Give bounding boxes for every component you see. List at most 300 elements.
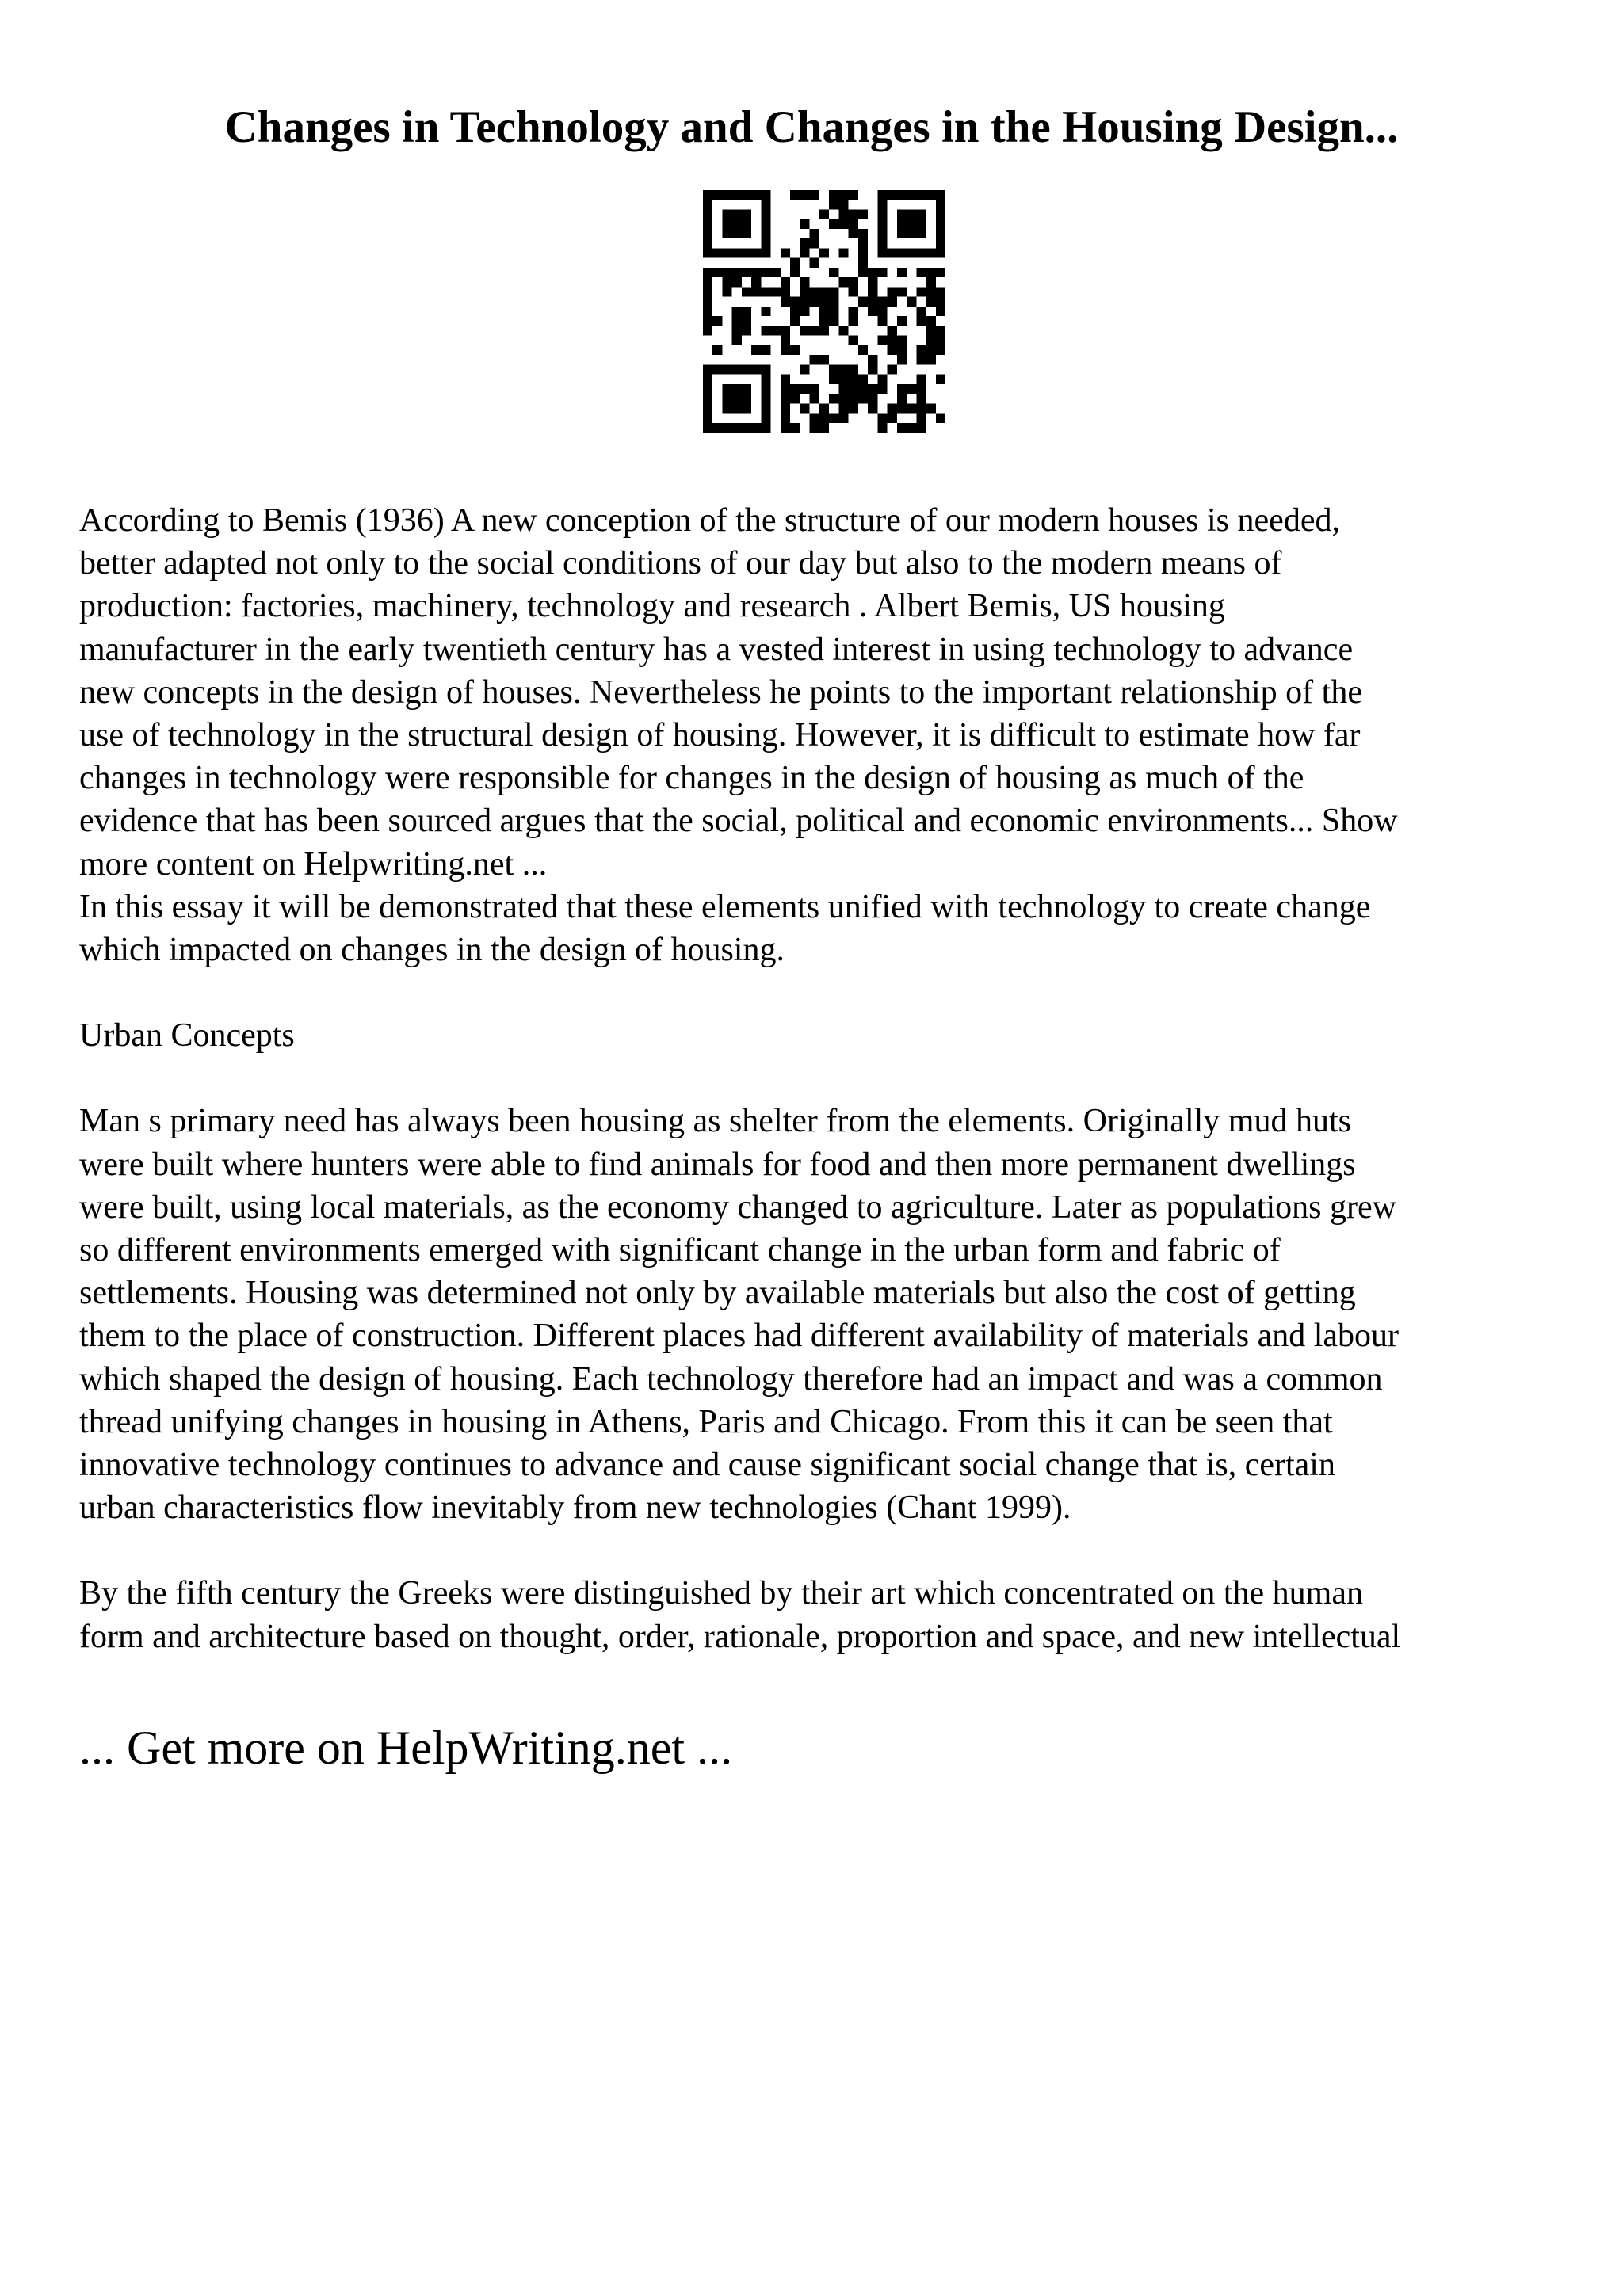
qr-module [907, 384, 916, 394]
qr-module [703, 414, 712, 423]
qr-module [819, 326, 829, 335]
qr-module [781, 248, 790, 257]
document-title: Changes in Technology and Changes in the Housing Design... [224, 102, 1399, 152]
qr-module [722, 248, 731, 257]
qr-module [897, 190, 907, 200]
qr-module [858, 375, 868, 384]
qr-module [751, 287, 761, 296]
qr-module [703, 307, 712, 316]
qr-module [742, 316, 751, 326]
qr-module [897, 384, 907, 394]
qr-module [936, 248, 945, 257]
qr-module [790, 345, 800, 355]
qr-module [722, 403, 731, 413]
qr-module [703, 316, 712, 326]
qr-module [936, 326, 945, 335]
qr-module [722, 190, 731, 200]
qr-module [761, 375, 770, 384]
qr-module [888, 364, 897, 374]
qr-module [916, 345, 926, 355]
qr-module [849, 190, 858, 200]
qr-module [897, 394, 907, 403]
qr-module [742, 209, 751, 219]
qr-module [868, 364, 877, 374]
qr-module [722, 277, 731, 287]
qr-module [800, 364, 809, 374]
qr-module [877, 375, 887, 384]
qr-module [742, 219, 751, 229]
qr-module [790, 297, 800, 307]
qr-module [761, 326, 770, 335]
qr-module [703, 326, 712, 335]
qr-module [829, 414, 838, 423]
qr-module [790, 190, 800, 200]
qr-module [926, 277, 936, 287]
qr-module [810, 258, 819, 268]
qr-module [907, 229, 916, 238]
qr-module [751, 268, 761, 277]
qr-module [712, 190, 722, 200]
qr-module [703, 268, 712, 277]
qr-module [732, 364, 742, 374]
qr-module [781, 375, 790, 384]
qr-module [810, 297, 819, 307]
qr-code-graphic [703, 190, 945, 433]
qr-module [916, 268, 926, 277]
qr-module [858, 345, 868, 355]
qr-module [810, 423, 819, 433]
qr-module [936, 229, 945, 238]
qr-module [742, 190, 751, 200]
qr-module [810, 394, 819, 403]
qr-module [868, 403, 877, 413]
qr-module [790, 268, 800, 277]
qr-module [877, 200, 887, 209]
qr-module [936, 190, 945, 200]
qr-module [781, 287, 790, 296]
qr-module [858, 248, 868, 257]
qr-module [703, 238, 712, 248]
qr-module [877, 384, 887, 394]
qr-module [790, 384, 800, 394]
qr-module [732, 268, 742, 277]
qr-module [907, 190, 916, 200]
qr-module [810, 414, 819, 423]
qr-module [703, 394, 712, 403]
qr-module [781, 326, 790, 335]
qr-module [849, 209, 858, 219]
qr-module [800, 307, 809, 316]
qr-module [916, 394, 926, 403]
qr-module [703, 423, 712, 433]
qr-module [888, 326, 897, 335]
qr-module [849, 375, 858, 384]
qr-module [916, 384, 926, 394]
qr-module [936, 375, 945, 384]
qr-module [868, 277, 877, 287]
qr-module [868, 307, 877, 316]
qr-module [916, 316, 926, 326]
qr-module [877, 307, 887, 316]
qr-module [751, 190, 761, 200]
qr-module [761, 190, 770, 200]
qr-module [829, 200, 838, 209]
qr-module [877, 229, 887, 238]
qr-module [907, 248, 916, 257]
qr-module [829, 307, 838, 316]
qr-module [877, 209, 887, 219]
qr-module [732, 209, 742, 219]
get-more-link[interactable]: ... Get more on HelpWriting.net ... [79, 1722, 733, 1774]
qr-module [800, 277, 809, 287]
qr-module [926, 316, 936, 326]
qr-module [877, 414, 887, 423]
qr-module [703, 277, 712, 287]
qr-module [742, 384, 751, 394]
qr-module [781, 336, 790, 345]
qr-module [810, 326, 819, 335]
qr-module [868, 297, 877, 307]
qr-module [761, 307, 770, 316]
qr-module [819, 307, 829, 316]
qr-module [877, 423, 887, 433]
qr-module [742, 364, 751, 374]
qr-module [742, 403, 751, 413]
qr-module [751, 423, 761, 433]
article-body [79, 499, 1585, 1658]
qr-module [907, 219, 916, 229]
qr-module [732, 316, 742, 326]
section-heading-urban-concepts: Urban Concepts [79, 1017, 295, 1055]
qr-module [936, 345, 945, 355]
qr-module [858, 258, 868, 268]
qr-module [722, 364, 731, 374]
qr-module [781, 277, 790, 287]
qr-module [732, 219, 742, 229]
qr-module [781, 297, 790, 307]
qr-module [877, 316, 887, 326]
qr-module [829, 375, 838, 384]
qr-module [849, 336, 858, 345]
qr-module [790, 394, 800, 403]
qr-module [800, 190, 809, 200]
qr-module [732, 190, 742, 200]
qr-module [810, 287, 819, 296]
qr-module [849, 219, 858, 229]
qr-module [703, 384, 712, 394]
qr-code-icon[interactable] [703, 190, 945, 433]
qr-module [703, 209, 712, 219]
qr-module [877, 268, 887, 277]
qr-module [868, 384, 877, 394]
qr-module [849, 403, 858, 413]
qr-module [712, 268, 722, 277]
qr-module [858, 297, 868, 307]
qr-module [849, 229, 858, 238]
qr-module [877, 190, 887, 200]
qr-module [838, 414, 848, 423]
qr-module [936, 219, 945, 229]
qr-module [897, 209, 907, 219]
qr-module [916, 307, 926, 316]
qr-module [722, 423, 731, 433]
qr-module [926, 336, 936, 345]
qr-module [897, 355, 907, 364]
qr-module [781, 384, 790, 394]
qr-module [732, 384, 742, 394]
qr-module [742, 268, 751, 277]
qr-module [722, 219, 731, 229]
qr-module [732, 326, 742, 335]
qr-module [829, 268, 838, 277]
qr-module [781, 403, 790, 413]
qr-module [888, 345, 897, 355]
qr-module [916, 219, 926, 229]
qr-module [751, 248, 761, 257]
qr-module [703, 200, 712, 209]
qr-module [858, 384, 868, 394]
qr-module [916, 248, 926, 257]
qr-module [838, 248, 848, 257]
qr-module [868, 355, 877, 364]
qr-module [849, 316, 858, 326]
qr-module [703, 364, 712, 374]
qr-module [877, 219, 887, 229]
qr-module [926, 297, 936, 307]
qr-module [761, 248, 770, 257]
qr-module [800, 403, 809, 413]
qr-module [936, 297, 945, 307]
qr-module [732, 423, 742, 433]
qr-module [888, 190, 897, 200]
qr-module [936, 238, 945, 248]
qr-module [712, 248, 722, 257]
qr-module [761, 394, 770, 403]
qr-module [761, 423, 770, 433]
qr-module [761, 414, 770, 423]
qr-module [858, 238, 868, 248]
qr-module [838, 277, 848, 287]
qr-module [819, 414, 829, 423]
qr-module [722, 394, 731, 403]
qr-module [868, 394, 877, 403]
qr-module [916, 209, 926, 219]
qr-module [868, 287, 877, 296]
qr-module [790, 258, 800, 268]
qr-module [800, 384, 809, 394]
qr-module [926, 403, 936, 413]
qr-module [916, 403, 926, 413]
qr-module [926, 190, 936, 200]
qr-module [849, 384, 858, 394]
qr-module [742, 287, 751, 296]
qr-module [897, 423, 907, 433]
qr-module [838, 209, 848, 219]
qr-module [742, 394, 751, 403]
qr-module [888, 287, 897, 296]
qr-module [877, 238, 887, 248]
qr-module [926, 326, 936, 335]
paragraph-greeks: By the fifth century the Greeks were distinguished by their art which concentrated on the human form and architecture based on thought, order, rationale, proportion and space, and new intellectual [79, 1575, 1401, 1655]
qr-module [761, 238, 770, 248]
qr-module [897, 229, 907, 238]
qr-module [829, 287, 838, 296]
qr-module [916, 229, 926, 238]
qr-module [897, 287, 907, 296]
qr-module [819, 209, 829, 219]
qr-module [732, 248, 742, 257]
qr-module [732, 277, 742, 287]
qr-module [849, 277, 858, 287]
qr-module [829, 316, 838, 326]
qr-module [781, 345, 790, 355]
qr-module [916, 190, 926, 200]
qr-module [810, 190, 819, 200]
qr-module [936, 209, 945, 219]
qr-module [897, 403, 907, 413]
qr-module [800, 219, 809, 229]
qr-module [800, 248, 809, 257]
qr-module [771, 287, 781, 296]
qr-module [712, 423, 722, 433]
qr-module [888, 297, 897, 307]
qr-module [829, 297, 838, 307]
qr-module [838, 403, 848, 413]
qr-module [761, 403, 770, 413]
qr-module [849, 394, 858, 403]
qr-module [703, 297, 712, 307]
qr-module [838, 375, 848, 384]
qr-module [907, 403, 916, 413]
qr-module [761, 209, 770, 219]
qr-module [926, 287, 936, 296]
paragraph-urban-concepts: Man s primary need has always been housing as shelter from the elements. Originally mud huts were built where hunters were able to find animals for food and then more permanent dwellings were built, using local materials, as the economy changed to agriculture. Later as populations grew so different environments emerged with significant change in the urban form and fabric of settlements. Housing was determined not only by available materials but also the cost of getting them to the place of construction. Different places had different availability of materials and labour which shaped the design of housing. Each technology therefore had an impact and was a common thread unifying changes in housing in Athens, Paris and Chicago. From this it can be seen that innovative technology continues to advance and cause significant social change that is, certain urban characteristics flow inevitably from new technologies (Chant 1999). [79, 1103, 1400, 1527]
qr-module [742, 307, 751, 316]
qr-module [916, 355, 926, 364]
qr-module [790, 423, 800, 433]
qr-module [771, 268, 781, 277]
qr-module [819, 287, 829, 296]
qr-module [732, 307, 742, 316]
qr-module [722, 268, 731, 277]
qr-module [751, 277, 761, 287]
qr-module [703, 219, 712, 229]
qr-module [936, 336, 945, 345]
qr-module [888, 336, 897, 345]
qr-module [936, 414, 945, 423]
qr-module [858, 229, 868, 238]
qr-module [800, 287, 809, 296]
qr-module [897, 268, 907, 277]
qr-module [800, 297, 809, 307]
qr-module [810, 229, 819, 238]
qr-module [761, 229, 770, 238]
qr-module [916, 414, 926, 423]
qr-module [829, 364, 838, 374]
qr-module [936, 287, 945, 296]
qr-module [819, 423, 829, 433]
qr-module [838, 384, 848, 394]
qr-module [829, 219, 838, 229]
qr-module [877, 336, 887, 345]
qr-module [907, 209, 916, 219]
qr-module [897, 345, 907, 355]
qr-module [897, 336, 907, 345]
qr-module [703, 229, 712, 238]
qr-module [936, 200, 945, 209]
qr-module [722, 229, 731, 238]
qr-module [819, 355, 829, 364]
qr-module [907, 423, 916, 433]
qr-module [722, 209, 731, 219]
qr-module [858, 268, 868, 277]
qr-module [800, 238, 809, 248]
qr-module [897, 248, 907, 257]
qr-module [897, 219, 907, 229]
qr-module [868, 268, 877, 277]
qr-module [838, 326, 848, 335]
qr-module [790, 307, 800, 316]
qr-module [761, 268, 770, 277]
qr-module [877, 297, 887, 307]
qr-module [838, 190, 848, 200]
qr-module [936, 268, 945, 277]
qr-module [877, 248, 887, 257]
qr-module [838, 394, 848, 403]
qr-module [712, 345, 722, 355]
qr-module [849, 364, 858, 374]
qr-module [761, 219, 770, 229]
qr-module [829, 190, 838, 200]
qr-module [888, 414, 897, 423]
qr-module [761, 200, 770, 209]
qr-module [751, 364, 761, 374]
qr-module [800, 326, 809, 335]
qr-module [916, 287, 926, 296]
qr-module [810, 355, 819, 364]
qr-module [703, 403, 712, 413]
qr-module [926, 355, 936, 364]
qr-module [742, 423, 751, 433]
qr-module [858, 209, 868, 219]
qr-module [849, 287, 858, 296]
qr-module [888, 248, 897, 257]
qr-module [819, 403, 829, 413]
qr-module [838, 364, 848, 374]
qr-module [771, 326, 781, 335]
qr-module [916, 375, 926, 384]
qr-module [907, 297, 916, 307]
qr-module [781, 423, 790, 433]
qr-module [926, 345, 936, 355]
qr-module [732, 336, 742, 345]
qr-module [916, 423, 926, 433]
qr-module [732, 403, 742, 413]
qr-module [722, 287, 731, 296]
paragraph-essay-aim: In this essay it will be demonstrated that these elements unified with technology to create change which impacted on changes in the design of housing. [79, 888, 1371, 969]
qr-module [761, 384, 770, 394]
qr-module [703, 375, 712, 384]
qr-module [829, 394, 838, 403]
qr-module [790, 316, 800, 326]
qr-module [751, 345, 761, 355]
qr-module [858, 394, 868, 403]
qr-module [838, 200, 848, 209]
qr-module [838, 219, 848, 229]
qr-module [781, 394, 790, 403]
qr-module [819, 248, 829, 257]
qr-module [712, 364, 722, 374]
